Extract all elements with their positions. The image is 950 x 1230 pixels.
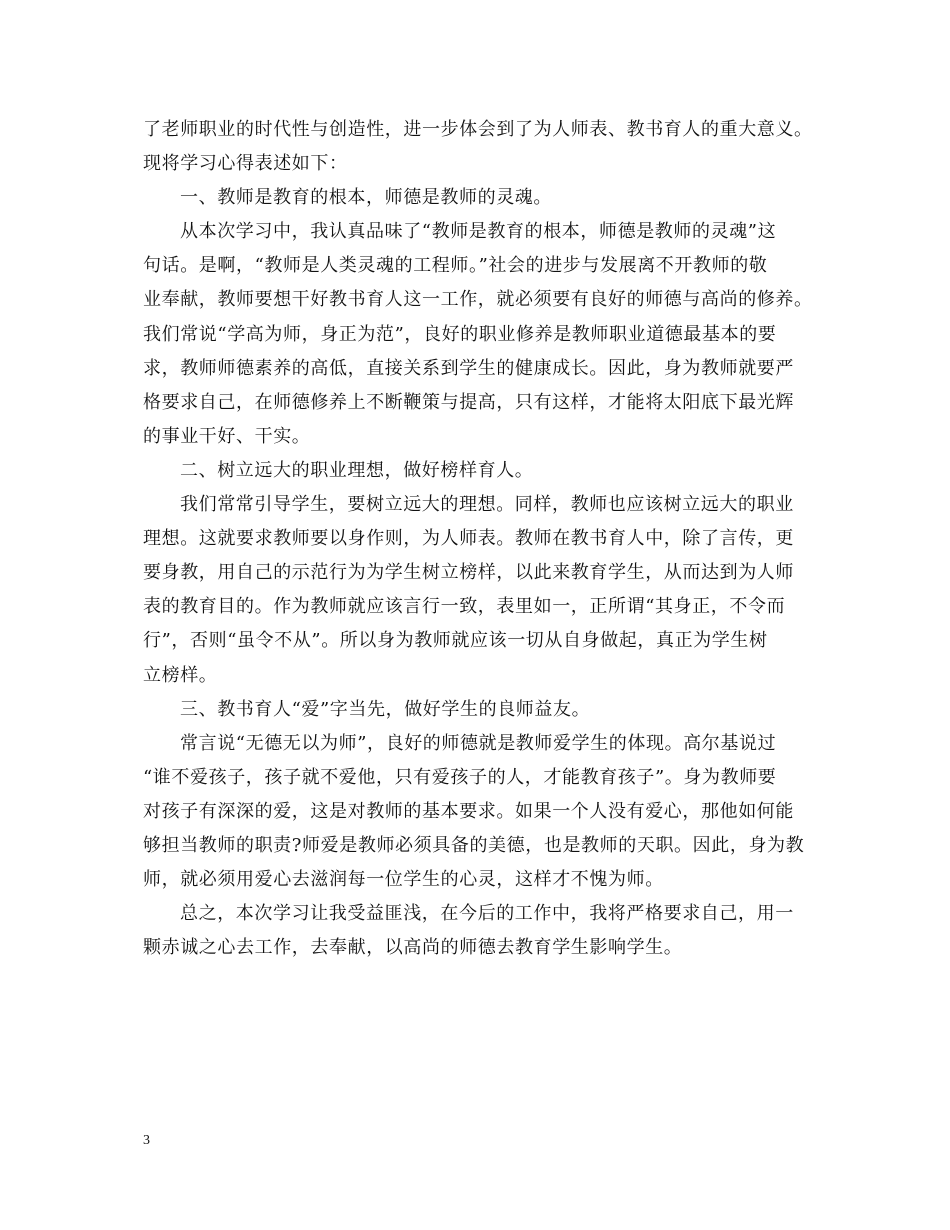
text-line: 表的教育目的。作为教师就应该言行一致，表里如一，正所谓“其身正，不令而 [143, 596, 786, 618]
page-number: 3 [143, 1133, 150, 1148]
text-line: 格要求自己，在师德修养上不断鞭策与提高，只有这样，才能将太阳底下最光辉 [143, 391, 794, 413]
text-line: 句话。是啊，“教师是人类灵魂的工程师。”社会的进步与发展离不开教师的敬 [143, 255, 768, 277]
text-line: 够担当教师的职责?师爱是教师必须具备的美德，也是教师的天职。因此，身为教 [143, 834, 805, 856]
section-heading: 二、树立远大的职业理想，做好榜样育人。 [180, 459, 534, 481]
text-line: 了老师职业的时代性与创造性，进一步体会到了为人师表、教书育人的重大意义。 [143, 119, 813, 140]
text-line: 我们常说“学高为师，身正为范”，良好的职业修养是教师职业道德最基本的要 [143, 323, 777, 345]
text-line: 常言说“无德无以为师”，良好的师德就是教师爱学生的体现。高尔基说过 [180, 732, 777, 754]
document-body [143, 113, 823, 965]
text-line: 业奉献，教师要想干好教书育人这一工作，就必须要有良好的师德与高尚的修养。 [143, 289, 813, 311]
text-line: 对孩子有深深的爱，这是对教师的基本要求。如果一个人没有爱心，那他如何能 [143, 800, 794, 822]
text-line: 的事业干好、干实。 [143, 425, 311, 447]
text-line: 行”，否则“虽令不从”。所以身为教师就应该一切从自身做起，真正为学生树 [143, 630, 768, 652]
section-heading: 三、教书育人“爱”字当先，做好学生的良师益友。 [180, 698, 591, 720]
text-line: 总之，本次学习让我受益匪浅，在今后的工作中，我将严格要求自己，用一 [180, 903, 794, 925]
text-line: 我们常常引导学生，要树立远大的理想。同样，教师也应该树立远大的职业 [180, 494, 794, 516]
section-heading: 一、教师是教育的根本，师德是教师的灵魂。 [180, 187, 552, 209]
text-line: 要身教，用自己的示范行为为学生树立榜样，以此来教育学生，从而达到为人师 [143, 562, 794, 584]
text-line: “谁不爱孩子，孩子就不爱他，只有爱孩子的人，才能教育孩子”。身为教师要 [143, 766, 777, 788]
text-line: 师，就必须用爱心去滋润每一位学生的心灵，这样才不愧为师。 [143, 869, 664, 891]
text-line: 立榜样。 [143, 664, 218, 686]
text-line: 求，教师师德素养的高低，直接关系到学生的健康成长。因此，身为教师就要严 [143, 357, 794, 379]
text-line: 从本次学习中，我认真品味了“教师是教育的根本，师德是教师的灵魂”这 [180, 221, 777, 243]
text-line: 理想。这就要求教师要以身作则，为人师表。教师在教书育人中，除了言传，更 [143, 528, 794, 550]
text-line: 现将学习心得表述如下： [143, 153, 348, 175]
text-line: 颗赤诚之心去工作，去奉献，以高尚的师德去教育学生影响学生。 [143, 937, 683, 959]
